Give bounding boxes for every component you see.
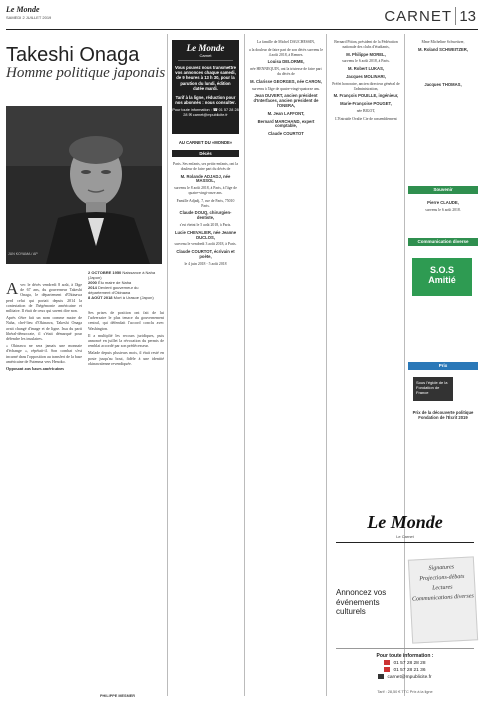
carnet-promo-box [172,40,239,134]
portrait-image [6,106,162,264]
article-subtitle: Homme politique japonais [6,65,166,81]
carnet-entry: survenu à l'âge de quatre-vingt-quatorze ans. [252,86,320,91]
ad-phone[interactable]: 01 57 28 21 36 [336,667,474,674]
article-paragraph: Avec le décès vendredi 8 août, à l'âge de 67 ans, du gouverneur Takeshi Onaga, le département d'Okinawa perd celui qui portait depuis 2014 la contestation de l'hégémonie américaine et militaire. Il était de ceux qui savent dire non. [6,279,82,314]
carnet-entry: Mme Micheline Schweitzer, [421,40,465,44]
carnet-name: Pierre CLAUDE, [427,200,459,205]
mail-icon [378,674,384,679]
carnet-entry: Préfet honoraire, ancien directeur général de l'administration, [332,81,400,91]
carnet-name: Claude DOUQ, chirurgien-dentiste, [179,210,232,221]
sos-logo-line: Amitié [428,275,456,285]
prix-title: Prix de la découverte politique Fondation de l'Écrit 2019 [412,410,474,420]
carnet-ad [330,508,480,696]
article-paragraph: Il a multiplié les recours juridiques, puis annoncé en juillet la révocation du permis de remblai accordé par son prédécesseur. [88,332,164,349]
ad-phone[interactable]: 01 57 28 28 28 [336,660,474,667]
promo-text: Vous pouvez nous transmettre vos annonces chaque samedi, de 9 heures à 13 h 30, pour la parution du lundi, édition datée mardi. [175,65,236,91]
ad-carnet-label: Le Carnet [396,534,414,539]
ad-email[interactable]: carnet@mpublicite.fr [336,674,474,681]
carnet-entry: La famille de Michel DAUCHESSIN, [257,40,315,44]
carnet-name: Claude COURTOT [268,131,304,137]
carnet-entry: Paris. Ses enfants, ses petits-enfants, ont la douleur de faire part du décès de [172,162,239,171]
ad-card-item: Communications diverses [411,593,474,603]
carnet-column-3 [249,40,323,139]
prix-section [408,408,478,423]
article-subhead: Opposant aux bases américaines [6,366,65,372]
carnet-name: Lucie CHEVALIER, née Jeanne DUCLOS, [174,229,237,240]
section-title: CARNET [384,8,452,25]
header-divider [455,7,456,25]
ad-card-item: Projections-débats [419,573,465,583]
page-header [6,4,478,30]
carnet-name: Jacques THOMAS, [424,81,462,87]
bio-entry: 2014 Devient gouverneur du département d'Okinawa [88,285,139,295]
carnet-name: M. François POUILLE, ingénieur, [333,93,399,99]
bio-entry: 8 AOÛT 2018 Mort à Urasoe (Japon) [88,295,154,300]
article-title: Takeshi Onaga [6,44,140,66]
ad-logo: Le Monde [367,512,443,532]
bio-timeline [88,270,162,300]
promo-logo: Le Monde [186,43,225,53]
souvenir-heading: Souvenir [408,186,478,194]
promo-contact: Pour toute information : ☎ 01 57 28 28 28 ✉ carnet@mpublicite.fr [172,108,239,118]
carnet-name: Jacques MOLINARI, [346,73,386,79]
column-divider [167,34,168,696]
masthead-logo: Le Monde [6,5,40,14]
carnet-entry: survenu le vendredi 3 août 2018, à Paris. [174,242,237,247]
ad-card-item: Lectures [431,584,453,592]
ad-card [408,556,478,643]
deces-heading: Décès [172,150,239,157]
article-column-1 [6,279,82,373]
souvenir-section [408,198,478,216]
carnet-entry: survenu le 6 août 2018, à Paris. [342,59,390,64]
carnet-entry: née BIGOT, [356,108,376,113]
carnet-entry: survenu le 6 août 2018. [425,207,461,212]
promo-text-secondary: Tarif à la ligne, réduction pour nos abonnés : nous consulter. [175,95,236,106]
ad-divider [336,542,474,543]
prix-heading: Prix [408,362,478,370]
portrait-photo [6,106,162,264]
carnet-name: M. Rolande ADJADJ, née MASSOL, [180,173,231,184]
promo-carnet-label: Carnet [178,53,233,61]
article-byline: PHILIPPE MESMER [100,694,136,698]
carnet-column-5 [408,40,478,89]
ad-contact [336,648,474,690]
article-paragraph: Malade depuis plusieurs mois, il était resté en poste jusqu'au bout, fidèle à une identité okinawaïenne revendiquée. [88,350,164,366]
drop-cap: A [6,279,19,298]
phone-icon [384,667,390,672]
column-divider [244,34,245,696]
bio-entry: 2 OCTOBRE 1950 Naissance à Naha (Japon) [88,270,156,280]
carnet-name: Jean DUVERT, ancien président d'Interfaces, ancien président de l'ONERA, [253,93,319,108]
carnet-name: Bernard MARCHAND, expert comptable, [257,118,315,129]
sos-logo-line: S.O.S [429,265,454,275]
carnet-entry: Bernard Pitton, président de la Fédération nationale des clubs d'étudiants, [334,40,398,49]
issue-date: SAMEDI 2 JUILLET 2019 [6,15,52,20]
ad-footer: Tarif : 28,50 € TTC Prix à la ligne [377,690,433,694]
carnet-heading: AU CARNET DU «MONDE» [178,140,233,145]
article-column-2 [88,310,164,368]
article-paragraph: Ses prises de position ont fait de lui l'adversaire le plus tenace du gouvernement central, qui défendait l'accord conclu avec Washington. [88,310,164,331]
carnet-name: M. Clarisse GEORGES, née CARON, [250,78,322,84]
phone-icon [384,660,390,665]
article-paragraph: Après s'être fait un nom comme maire de Naha, chef-lieu d'Okinawa, Takeshi Onaga avait changé d'image et de ligne. Issu du parti libéral-démocrate, il s'était démarqué pour défendre les insulaires. [6,315,82,342]
carnet-name: M. Jean LAFFONT, [267,110,305,116]
carnet-column-4 [330,40,402,125]
carnet-name: Claude COURTOT, écrivain et poète, [176,249,235,259]
carnet-name: M. Philippe MOREL, [346,51,386,57]
communication-heading: Communication diverse [408,238,478,246]
page-number: 13 [459,8,476,25]
fondation-logo: Sous l'égide de la Fondation de France [413,377,453,401]
carnet-entry: a la douleur de faire part de son décès survenu le 4 août 2018, à Rennes. [249,47,324,57]
carnet-entry: s'est éteint le 5 août 2018, à Paris. [179,222,232,227]
column-divider [326,34,327,696]
carnet-entry: née HENNEQUIN, ont la tristesse de faire part du décès de [250,67,322,76]
ad-card-item: Signatures [428,564,455,572]
article-paragraph: « Okinawa ne sera jamais une monnaie d'échange », répétait-il. Son combat s'est incarné dans l'opposition au transfert de la base américaine de Futenma vers Henoko. [6,343,82,364]
carnet-entry: L'Entraide Ovalie Cie de rassemblement [335,116,397,121]
sos-amitie-logo [412,258,472,296]
carnet-name: Marie-Françoise POUGET, [340,101,392,107]
ad-contact-title: Pour toute information : [376,653,434,659]
carnet-name: M. Roland SCHWEITZER, [417,46,468,52]
carnet-entry: le 4 juin 2018 - 5 août 2018 [184,261,227,266]
bio-entry: 2000 Élu maire de Naha [88,280,132,285]
carnet-name: Louisa DELORME, [267,59,305,65]
carnet-entry: Famille Adjadj, 7, rue de Paris, 75010 Paris. [176,198,235,208]
ad-headline: Annoncez vos événements culturels [336,588,387,616]
carnet-entry: survenu le 8 août 2018, à Paris, à l'âge de quatre-vingt-onze ans. [174,186,237,195]
carnet-name: M. Robert LUKAS, [347,66,385,72]
carnet-column-2 [172,162,239,270]
photo-credit: JUN KOYAMA / AP [8,252,38,256]
